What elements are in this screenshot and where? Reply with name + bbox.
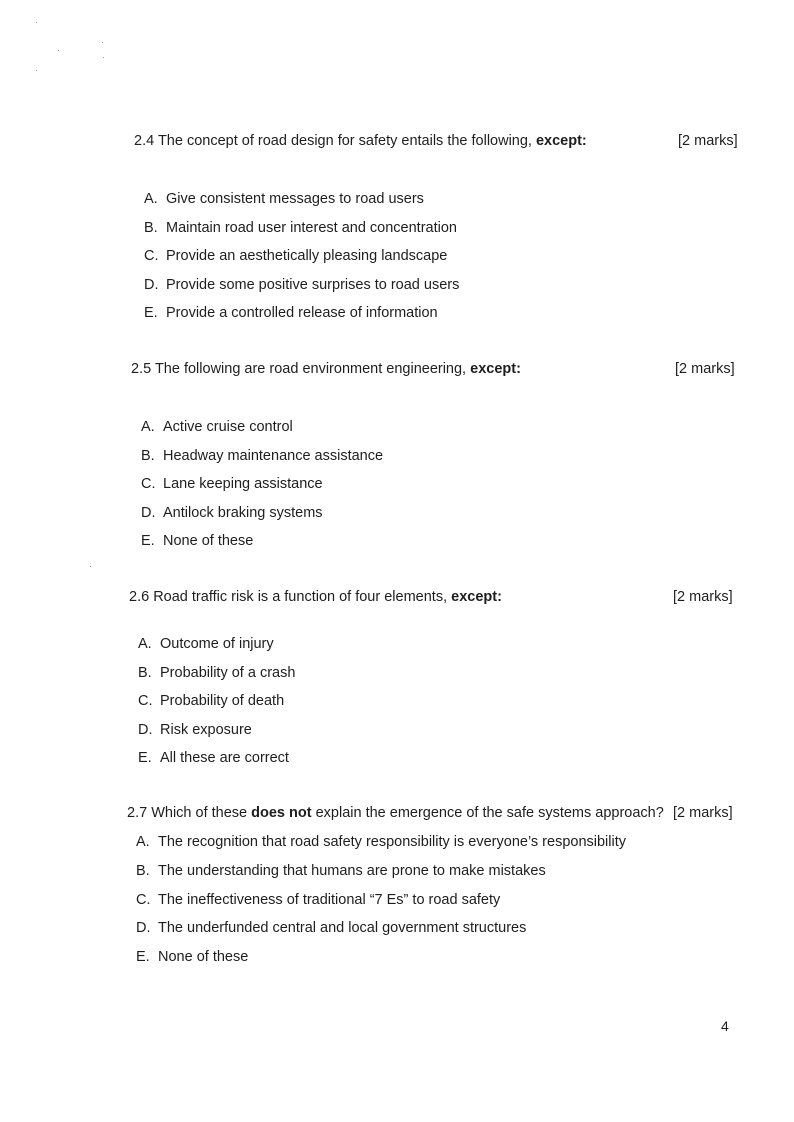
scan-speck [36,22,37,23]
question-number: 2.6 [129,589,150,605]
question-text: Road traffic risk is a function of four elements, [153,589,448,605]
option-letter: C. [141,476,156,492]
option-letter: D. [136,920,151,937]
option-text: The underfunded central and local government structures [158,920,527,937]
question-emphasis: except: [470,361,521,377]
option-d [141,505,323,521]
option-e [138,750,289,766]
question-number: 2.4 [134,133,155,149]
option-text: Active cruise control [163,419,293,435]
option-letter: B. [144,219,158,236]
option-d [136,920,526,936]
option-text: Provide some positive surprises to road users [166,276,460,293]
scan-speck [102,42,103,43]
question-stem [131,361,521,377]
option-letter: E. [138,750,152,766]
question-text: The concept of road design for safety entails the following, [157,133,532,149]
option-a [144,191,424,207]
option-d [138,722,252,738]
question-number: 2.5 [131,361,152,377]
option-a [136,834,626,850]
option-text: None of these [163,533,254,549]
option-b [138,665,295,681]
option-text: Provide a controlled release of information [166,305,438,321]
option-letter: B. [141,447,155,464]
question-emphasis: does not [251,805,312,821]
question-text-suffix: explain the emergence of the safe systems approach? [315,805,664,821]
option-letter: A. [138,636,152,652]
option-text: The understanding that humans are prone to make mistakes [158,862,546,879]
option-b [141,448,383,464]
option-letter: B. [138,664,152,681]
option-letter: D. [144,276,159,293]
question-stem [129,589,502,605]
marks-label: [2 marks] [673,589,733,605]
question-number: 2.7 [127,805,148,821]
option-text: All these are correct [160,750,289,766]
scan-speck [36,70,37,71]
option-c [144,248,447,264]
option-text: Probability of death [160,693,285,709]
option-e [144,305,438,321]
option-text: None of these [158,949,249,966]
option-e [141,533,253,549]
option-letter: C. [138,693,153,709]
option-text: Maintain road user interest and concentration [166,219,457,236]
option-b [144,220,457,236]
option-text: Outcome of injury [160,636,274,652]
option-letter: E. [141,533,155,549]
question-stem [127,805,664,821]
option-letter: E. [144,305,158,321]
option-c [136,892,500,908]
scan-speck [103,57,104,58]
question-emphasis: except: [535,133,587,149]
option-a [141,419,293,435]
option-c [141,476,323,492]
option-text: Antilock braking systems [163,504,323,521]
option-text: Risk exposure [160,721,252,738]
option-letter: A. [141,419,155,435]
scan-speck [58,50,59,51]
marks-label: [2 marks] [673,805,733,821]
option-text: The recognition that road safety responsibility is everyone’s responsibility [158,834,627,850]
option-letter: A. [144,191,158,207]
option-text: Probability of a crash [160,664,296,681]
option-a [138,636,274,652]
option-letter: E. [136,949,150,966]
page-number: 4 [721,1018,729,1034]
option-letter: C. [136,891,151,908]
question-stem [134,133,587,149]
option-letter: B. [136,862,150,879]
option-letter: C. [144,248,159,264]
question-text: The following are road environment engineering, [154,361,467,377]
option-e [136,949,248,965]
scan-speck [90,566,91,567]
option-text: Headway maintenance assistance [163,447,384,464]
option-letter: D. [138,721,153,738]
option-letter: A. [136,834,150,850]
option-b [136,863,546,879]
option-letter: D. [141,504,156,521]
marks-label: [2 marks] [675,361,735,377]
question-text: Which of these [151,805,248,821]
option-text: Give consistent messages to road users [166,191,424,207]
option-d [144,277,459,293]
option-text: Provide an aesthetically pleasing landscape [166,248,448,264]
question-emphasis: except: [451,589,502,605]
marks-label: [2 marks] [678,133,738,149]
option-text: Lane keeping assistance [163,476,323,492]
option-text: The ineffectiveness of traditional “7 Es” to road safety [158,891,501,908]
option-c [138,693,284,709]
